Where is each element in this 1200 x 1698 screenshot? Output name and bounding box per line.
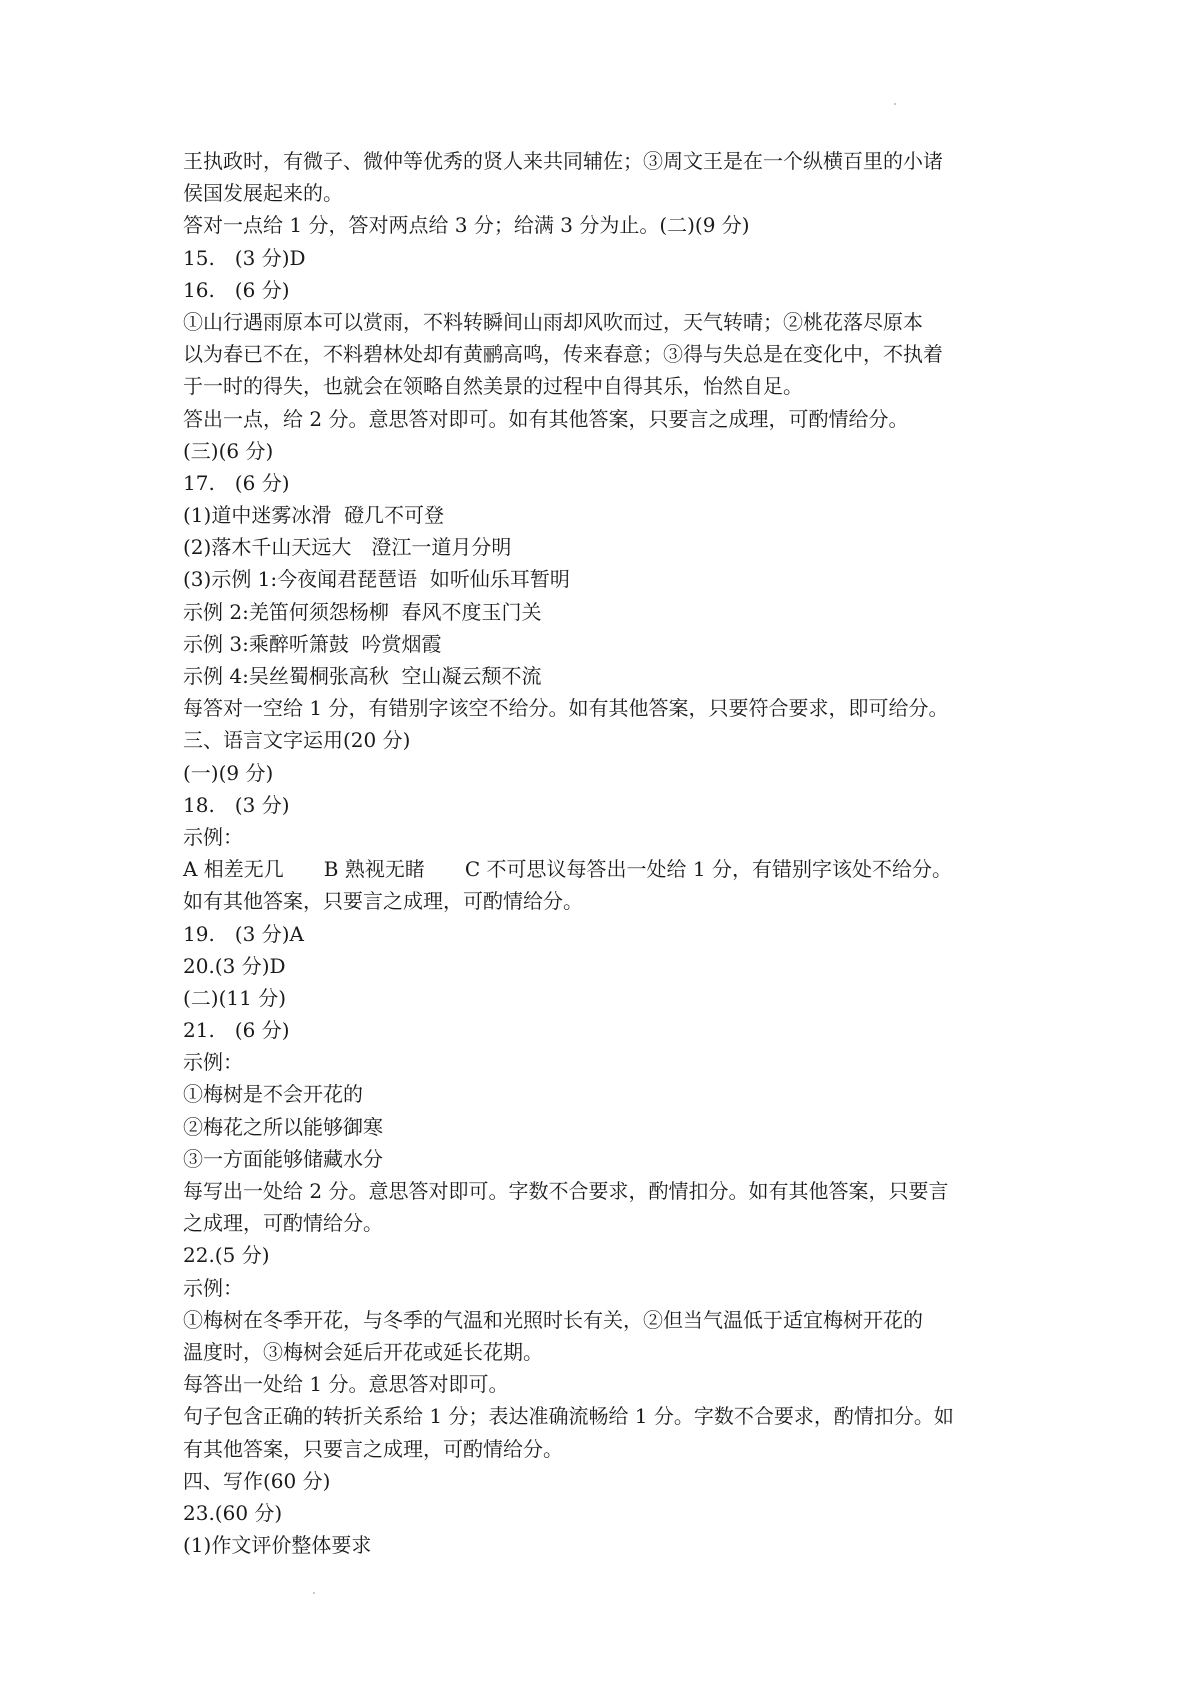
text-line: 20.(3 分)D (183, 953, 286, 978)
text-line: 示例 2:羌笛何须怨杨柳 春风不度玉门关 (183, 599, 542, 624)
text-line: 如有其他答案，只要言之成理，可酌情给分。 (183, 889, 583, 914)
text-line: 15. (3 分)D (183, 245, 306, 270)
text-line: (一)(9 分) (183, 760, 274, 785)
text-line: ③一方面能够储藏水分 (183, 1146, 383, 1171)
text-line: ①梅树在冬季开花，与冬季的气温和光照时长有关，②但当气温低于适宜梅树开花的 (183, 1307, 923, 1332)
text-line: 每答对一空给 1 分，有错别字该空不给分。如有其他答案，只要符合要求，即可给分。 (183, 696, 949, 721)
scan-speck-bottom (313, 1592, 315, 1594)
text-line: 句子包含正确的转折关系给 1 分；表达准确流畅给 1 分。字数不合要求，酌情扣分。如 (183, 1404, 954, 1429)
text-line: 每写出一处给 2 分。意思答对即可。字数不合要求，酌情扣分。如有其他答案，只要言 (183, 1179, 949, 1203)
text-line: 18. (3 分) (183, 792, 290, 817)
text-line: 侯国发展起来的。 (183, 181, 343, 206)
text-line: 21. (6 分) (183, 1018, 290, 1043)
text-line: 温度时，③梅树会延后开花或延长花期。 (183, 1339, 543, 1364)
text-line: 三、语言文字运用(20 分) (183, 728, 411, 753)
text-line: 每答出一处给 1 分。意思答对即可。 (183, 1372, 509, 1397)
text-line: 示例 4:吴丝蜀桐张高秋 空山凝云颓不流 (183, 664, 542, 688)
text-line: A 相差无几 B 熟视无睹 C 不可思议每答出一处给 1 分，有错别字该处不给分。 (183, 857, 952, 882)
text-line: (1)道中迷雾冰滑 磴几不可登 (183, 503, 445, 528)
text-line: 示例： (183, 1050, 243, 1075)
answer-text-body (183, 145, 1063, 1561)
text-line: 17. (6 分) (183, 470, 290, 495)
text-line: 之成理，可酌情给分。 (183, 1211, 383, 1236)
text-line: 23.(60 分) (183, 1500, 283, 1525)
text-line: 四、写作(60 分) (183, 1468, 331, 1493)
text-line: 16. (6 分) (183, 277, 290, 302)
text-line: 示例 3:乘醉听箫鼓 吟赏烟霞 (183, 631, 442, 656)
text-line: (3)示例 1:今夜闻君琵琶语 如听仙乐耳暂明 (183, 567, 570, 592)
text-line: 有其他答案，只要言之成理，可酌情给分。 (183, 1436, 563, 1461)
text-line: (三)(6 分) (183, 438, 274, 463)
text-line: 19. (3 分)A (183, 921, 304, 946)
text-line: 22.(5 分) (183, 1243, 270, 1268)
text-line: ①山行遇雨原本可以赏雨，不料转瞬间山雨却风吹而过，天气转晴；②桃花落尽原本 (183, 309, 923, 334)
text-line: ①梅树是不会开花的 (183, 1082, 363, 1107)
text-line: 示例： (183, 1275, 243, 1300)
scan-speck-top (894, 103, 896, 105)
text-line: 示例： (183, 824, 243, 849)
text-line: ②梅花之所以能够御寒 (183, 1114, 383, 1139)
text-line: 答出一点，给 2 分。意思答对即可。如有其他答案，只要言之成理，可酌情给分。 (183, 406, 909, 431)
text-line: 以为春已不在，不料碧林处却有黄鹂高鸣，传来春意；③得与失总是在变化中，不执着 (183, 342, 943, 367)
text-line: 于一时的得失，也就会在领略自然美景的过程中自得其乐，怡然自足。 (183, 374, 803, 399)
text-line: 王执政时，有微子、微仲等优秀的贤人来共同辅佐；③周文王是在一个纵横百里的小诸 (183, 149, 943, 173)
text-line: (二)(11 分) (183, 985, 287, 1010)
text-line: 答对一点给 1 分，答对两点给 3 分；给满 3 分为止。(二)(9 分) (183, 213, 750, 238)
text-line: (2)落木千山天远大 澄江一道月分明 (183, 535, 512, 560)
text-line: (1)作文评价整体要求 (183, 1533, 372, 1558)
